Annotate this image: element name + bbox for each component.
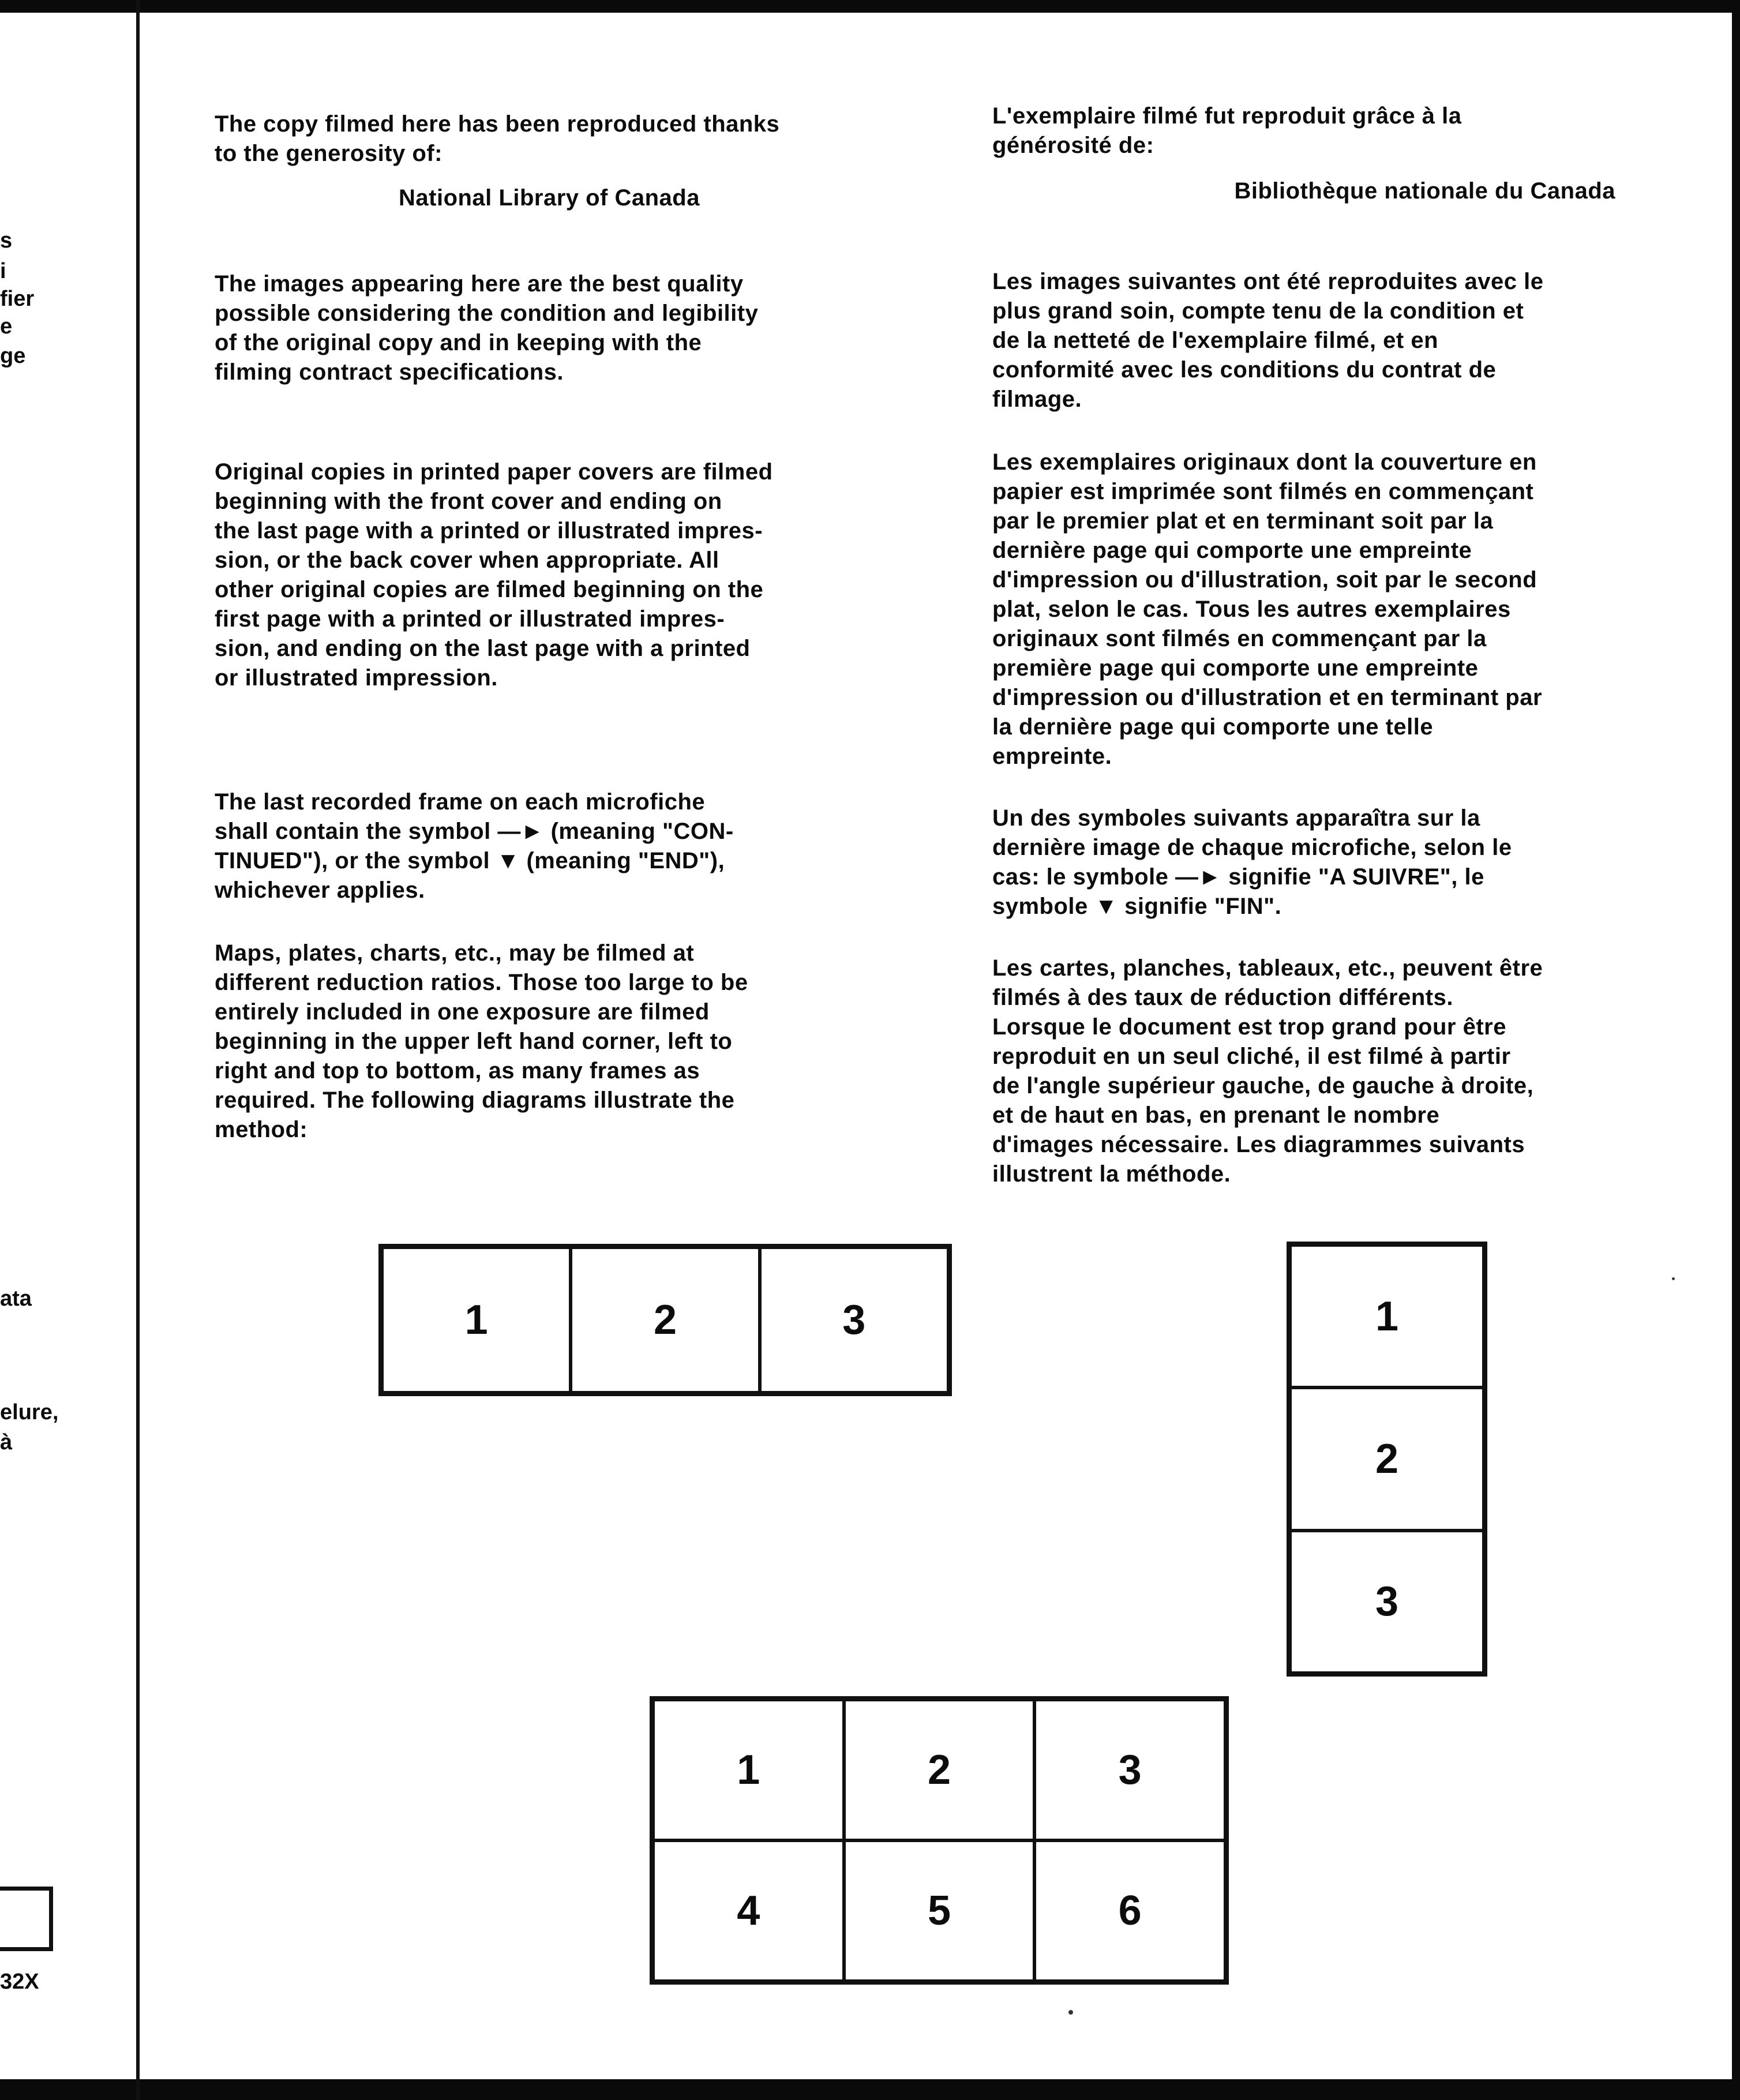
english-symbols: The last recorded frame on each microfiche shall contain the symbol —► (meaning "CON- TINUED"), or the symbol ▼ (meaning "END"), whichever applies. xyxy=(215,789,734,903)
film-border-right xyxy=(1732,0,1740,2100)
diagram-frame: 2 xyxy=(1290,1387,1484,1530)
diagram-vertical xyxy=(1287,1242,1487,1677)
margin-fragment: ata xyxy=(0,1287,32,1311)
film-border-bottom xyxy=(0,2079,1740,2100)
margin-fragment: elure, xyxy=(0,1400,59,1424)
diagram-frame: 2 xyxy=(571,1247,759,1393)
film-border-top xyxy=(0,0,1740,13)
diagram-frame: 1 xyxy=(1290,1245,1484,1387)
margin-fragment: 32X xyxy=(0,1970,39,1994)
margin-fragment: s xyxy=(0,228,13,253)
diagram-frame: 6 xyxy=(1034,1840,1225,1981)
french-quality: Les images suivantes ont été reproduites avec le plus grand soin, compte tenu de la condition et de la netteté de l'exemplaire filmé, et en conformité avec les conditions du contrat de filmage. xyxy=(992,269,1544,412)
diagram-frame: 3 xyxy=(760,1247,948,1393)
margin-box-fragment xyxy=(0,1887,53,1951)
film-speck xyxy=(1672,1277,1675,1280)
margin-fragment: à xyxy=(0,1430,13,1454)
english-institution: National Library of Canada xyxy=(399,185,700,211)
english-maps: Maps, plates, charts, etc., may be filmed at different reduction ratios. Those too large to be entirely included in one exposure are filmed beginning in the upper left hand corner, left to right and top to bottom, as many frames as required. The following diagrams illustrate the method: xyxy=(215,940,748,1142)
diagram-frame: 1 xyxy=(653,1700,844,1840)
french-intro: L'exemplaire filmé fut reproduit grâce à la générosité de: xyxy=(992,103,1462,158)
margin-fragment: fier xyxy=(0,287,35,311)
diagram-grid xyxy=(650,1696,1229,1985)
english-covers: Original copies in printed paper covers are filmed beginning with the front cover and ending on the last page with a printed or illustrated impres- sion, or the back cover when appropriate. All other original copies are filmed beginning on the first page with a printed or illustrated impres- sion, and ending on the last page with a printed or illustrated impression. xyxy=(215,459,773,691)
english-intro: The copy filmed here has been reproduced thanks to the generosity of: xyxy=(215,111,780,166)
film-speck xyxy=(1068,2010,1073,2015)
french-column xyxy=(992,102,1615,1189)
margin-fragment: i xyxy=(0,259,6,283)
margin-fragment: e xyxy=(0,314,13,339)
french-covers: Les exemplaires originaux dont la couverture en papier est imprimée sont filmés en commençant par le premier plat et en terminant soit par la dernière page qui comporte une empreinte d'impression ou d'illustration, soit par le second plat, selon le cas. Tous les autres exemplaires originaux sont filmés en commençant par la première page qui comporte une empreinte d'impression ou d'illustration et en terminant par la dernière page qui comporte une telle empreinte. xyxy=(992,449,1543,769)
diagram-frame: 2 xyxy=(844,1700,1035,1840)
diagram-frame: 3 xyxy=(1290,1531,1484,1673)
french-symbols: Un des symboles suivants apparaîtra sur la dernière image de chaque microfiche, selon le cas: le symbole —► signifie "A SUIVRE", le symbole ▼ signifie "FIN". xyxy=(992,805,1512,919)
english-column xyxy=(215,110,884,1145)
french-institution: Bibliothèque nationale du Canada xyxy=(1234,178,1615,204)
page-gutter xyxy=(136,0,140,2100)
margin-fragment: ge xyxy=(0,344,26,368)
diagram-frame: 1 xyxy=(382,1247,571,1393)
french-maps: Les cartes, planches, tableaux, etc., peuvent être filmés à des taux de réduction différents. Lorsque le document est trop grand pour être reproduit en un seul cliché, il est filmé à partir de l'angle supérieur gauche, de gauche à droite, et de haut en bas, en prenant le nombre d'images nécessaire. Les diagrammes suivants illustrent la méthode. xyxy=(992,955,1543,1187)
diagram-frame: 3 xyxy=(1034,1700,1225,1840)
diagram-horizontal xyxy=(378,1244,952,1396)
diagram-frame: 5 xyxy=(844,1840,1035,1981)
diagram-frame: 4 xyxy=(653,1840,844,1981)
english-quality: The images appearing here are the best quality possible considering the condition and legibility of the original copy and in keeping with the filming contract specifications. xyxy=(215,271,759,385)
